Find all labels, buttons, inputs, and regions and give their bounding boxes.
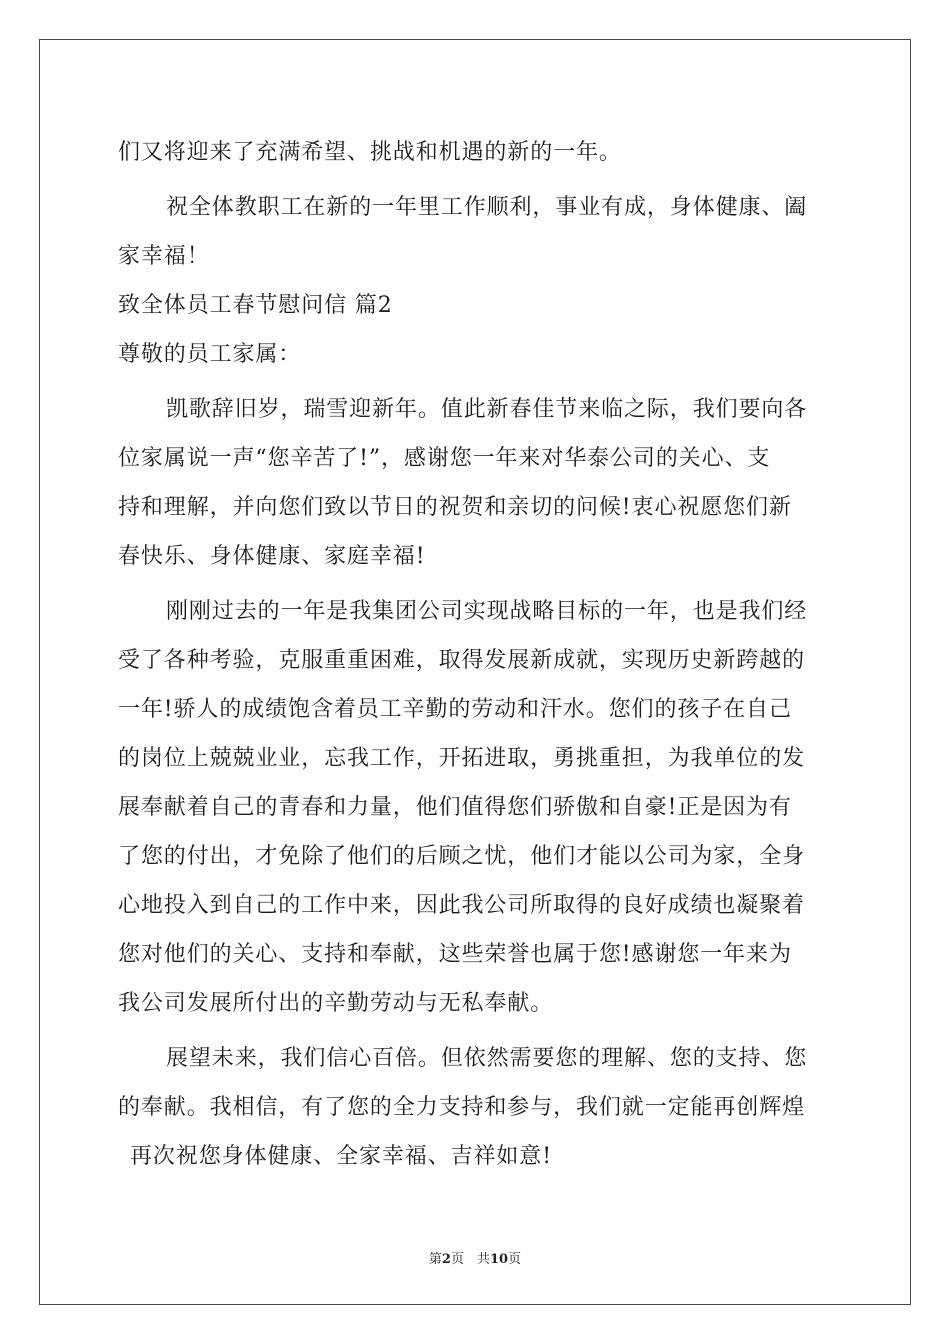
current-page-number: 2 bbox=[441, 1252, 451, 1267]
paragraph-line: 们又将迎来了充满希望、挑战和机遇的新的一年。 bbox=[118, 140, 622, 165]
paragraph-line: 我公司发展所付出的辛勤劳动与无私奉献。 bbox=[118, 991, 554, 1016]
paragraph-line: 家幸福！ bbox=[118, 244, 210, 269]
page-suffix: 页 bbox=[508, 1252, 522, 1267]
paragraph-line: 持和理解，并向您们致以节日的祝贺和亲切的问候!衷心祝愿您们新 bbox=[118, 495, 792, 520]
paragraph-line: 一年!骄人的成绩饱含着员工辛勤的劳动和汗水。您们的孩子在自己 bbox=[118, 697, 792, 722]
total-page-number: 10 bbox=[489, 1252, 509, 1267]
paragraph-line: 展望未来，我们信心百倍。但依然需要您的理解、您的支持、您 bbox=[166, 1046, 808, 1071]
paragraph-line: 位家属说一声“您辛苦了!”，感谢您一年来对华泰公司的关心、支 bbox=[118, 446, 771, 471]
paragraph-line: 您对他们的关心、支持和奉献，这些荣誉也属于您!感谢您一年来为 bbox=[118, 942, 792, 967]
paragraph-line: 的岗位上兢兢业业，忘我工作，开拓进取，勇挑重担，为我单位的发 bbox=[118, 746, 806, 771]
document-body bbox=[118, 128, 834, 1181]
closing-line: 再次祝您身体健康、全家幸福、吉祥如意! bbox=[130, 1144, 552, 1169]
page-prefix: 第 bbox=[428, 1252, 442, 1267]
page-mid: 页 共 bbox=[450, 1252, 490, 1267]
paragraph-line: 心地投入到自己的工作中来，因此我公司所取得的良好成绩也凝聚着 bbox=[118, 893, 806, 918]
paragraph-line: 祝全体教职工在新的一年里工作顺利，事业有成，身体健康、阖 bbox=[166, 195, 808, 220]
page-footer bbox=[0, 1248, 950, 1267]
paragraph-line: 展奉献着自己的青春和力量，他们值得您们骄傲和自豪!正是因为有 bbox=[118, 795, 792, 820]
paragraph-line: 凯歌辞旧岁，瑞雪迎新年。值此新春佳节来临之际，我们要向各 bbox=[166, 397, 808, 422]
salutation: 尊敬的员工家属： bbox=[118, 342, 302, 367]
paragraph-line: 春快乐、身体健康、家庭幸福! bbox=[118, 544, 426, 569]
section-heading: 致全体员工春节慰问信 篇2 bbox=[118, 293, 393, 318]
paragraph-line: 刚刚过去的一年是我集团公司实现战略目标的一年，也是我们经 bbox=[166, 599, 808, 624]
paragraph-line: 受了各种考验，克服重重困难，取得发展新成就，实现历史新跨越的 bbox=[118, 648, 806, 673]
paragraph-line: 了您的付出，才免除了他们的后顾之忧，他们才能以公司为家，全身 bbox=[118, 844, 806, 869]
paragraph-line: 的奉献。我相信，有了您的全力支持和参与，我们就一定能再创辉煌 bbox=[118, 1095, 806, 1120]
